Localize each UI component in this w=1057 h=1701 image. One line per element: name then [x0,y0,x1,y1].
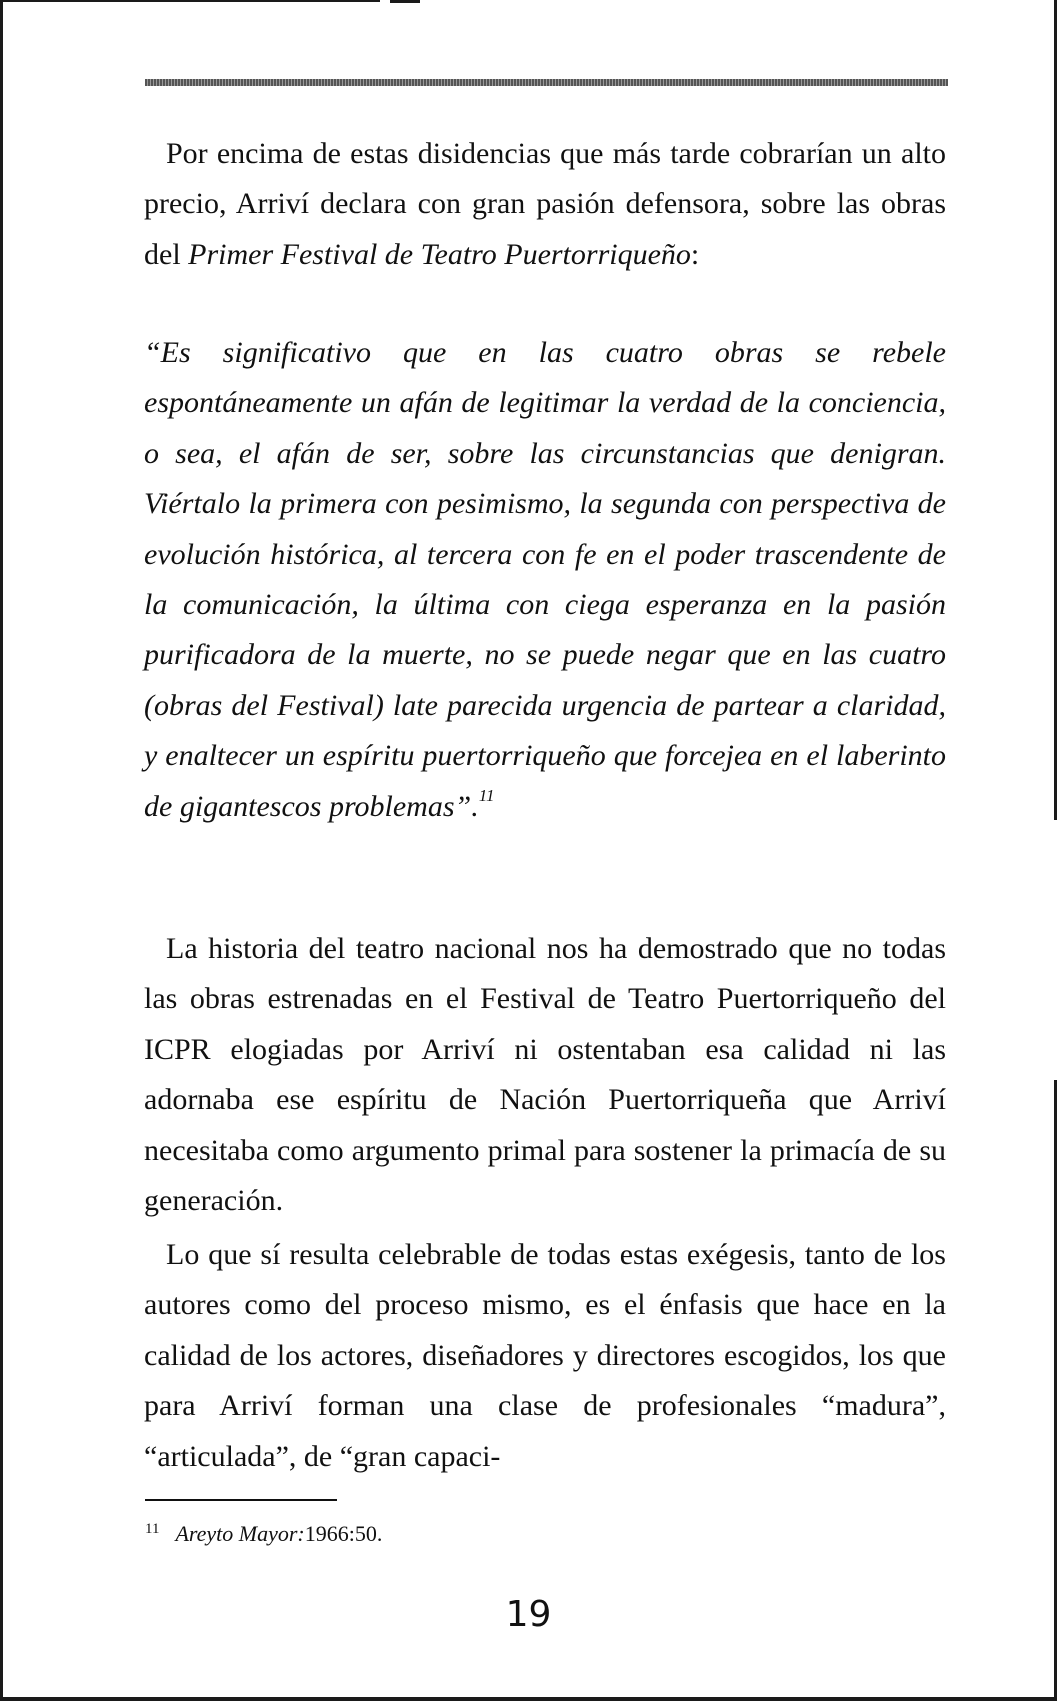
footnote-number: 11 [145,1521,160,1537]
body-paragraph-3 [144,1230,946,1482]
footnote-source: Areyto Mayor: [175,1521,305,1546]
footnote-reference: 11 [478,785,495,805]
paragraph-text-b: : [690,237,700,271]
scan-border-bottom [0,1697,1057,1701]
block-quote [144,328,946,832]
quote-text: “Es significativo que en las cuatro obras se rebele espontáneamente un afán de legitimar la verdad de la conciencia, o sea, el afán de ser, sobre las circunstancias que denigran. Viértalo la primera con pesimismo, la segunda con perspectiva de evolución histórica, al tercera con fe en el poder trascendente de la comunicación, la última con ciega esperanza en la pasión purificadora de la muerte, no se puede negar que en las cuatro (obras del Festival) late parecida urgencia de partear a claridad, y enaltecer un espíritu puertorriqueño que forcejea en el laberinto de gigantescos problemas”. [144,336,946,823]
paragraph-text-a: Por encima de estas disidencias que más tarde cobrarían un alto precio, Arriví declara con gran pasión defensora, sobre las obras del [144,137,946,271]
paragraph-text: La historia del teatro nacional nos ha demostrado que no todas las obras estrenadas en el Festival de Teatro Puertorriqueño del ICPR elogiadas por Arriví ni ostentaban esa calidad ni las adornaba ese espíritu de Nación Puertorriqueña que Arriví necesitaba como argumento primal para sostener la primacía de su generación. [144,932,946,1218]
footnote [145,1514,845,1549]
body-paragraph-1 [144,129,946,280]
header-rule [145,79,948,86]
paragraph-text [144,129,946,280]
festival-title: Primer Festival de Teatro Puertorriqueño [188,237,691,271]
footnote-separator [145,1499,337,1501]
footnote-locator: 1966:50. [304,1521,383,1546]
paragraph-text: Lo que sí resulta celebrable de todas estas exégesis, tanto de los autores como del proceso mismo, es el énfasis que hace en la calidad de los actores, diseñadores y directores escogidos, los que para Arriví forman una clase de profesionales “madura”, “articulada”, de “gran capaci- [144,1238,946,1473]
body-paragraph-2 [144,924,946,1226]
quote-paragraph [144,328,946,832]
scan-border-top [0,0,380,2]
scan-border-left [0,0,3,1701]
scan-border-top-fragment [390,0,420,3]
page-number: 19 [505,1594,552,1635]
